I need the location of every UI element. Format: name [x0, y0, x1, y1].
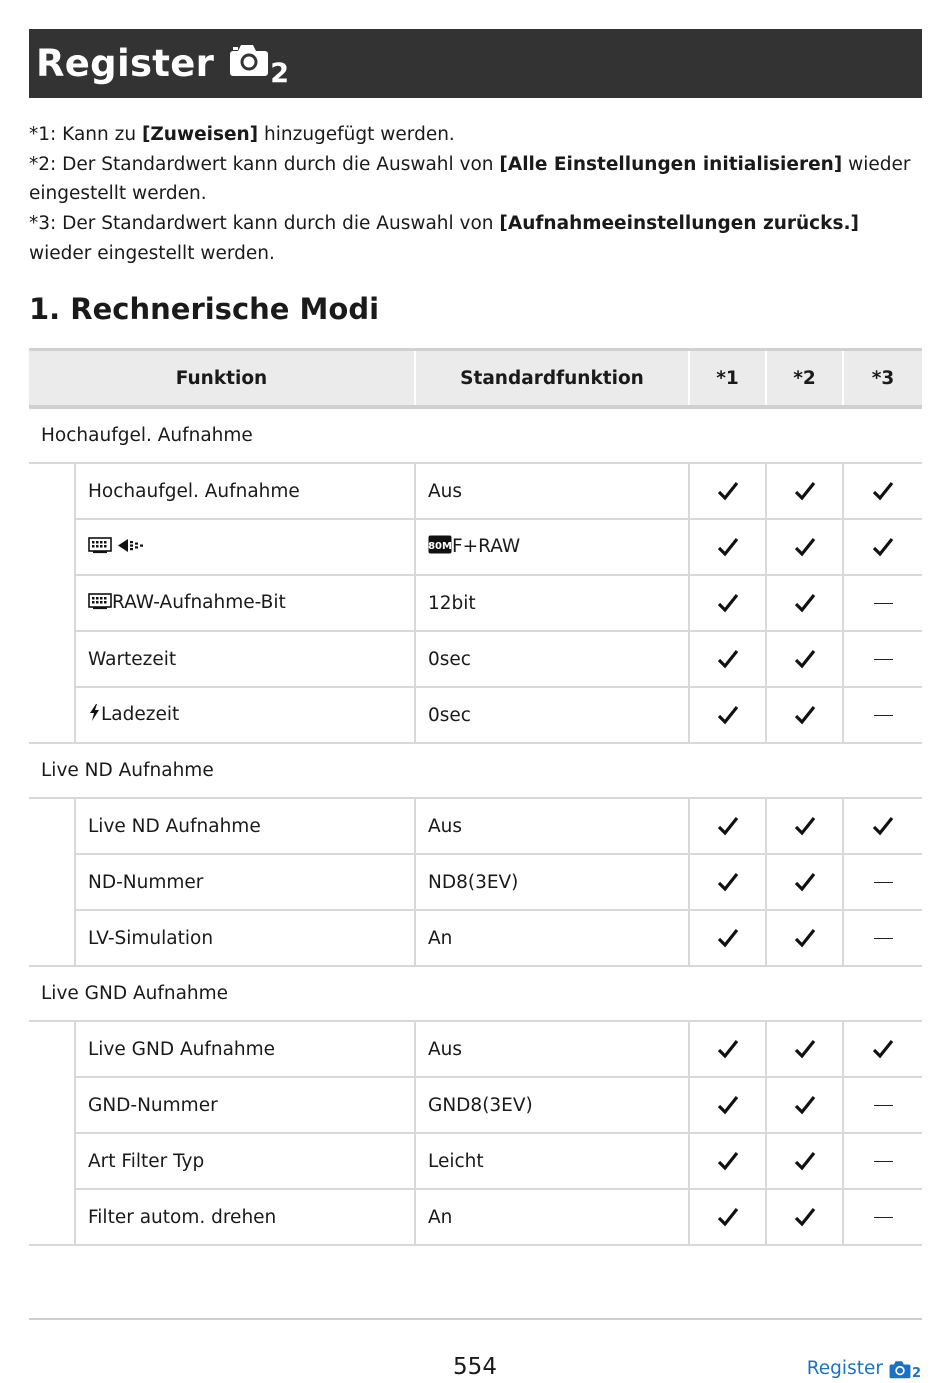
- indent-cell: [29, 687, 75, 743]
- indent-cell: [29, 1133, 75, 1189]
- default-cell: [415, 687, 689, 743]
- default-value: Leicht: [428, 1150, 484, 1172]
- register-link-label[interactable]: Register: [806, 1358, 883, 1379]
- note-1-cell: [689, 463, 766, 519]
- function-name: Art Filter Typ: [88, 1150, 205, 1172]
- checkmark-icon: [690, 1151, 765, 1171]
- checkmark-icon: [767, 537, 842, 557]
- dash-icon: [874, 938, 893, 939]
- function-name: Live ND Aufnahme: [88, 815, 261, 837]
- header-standardfunktion: Standardfunktion: [415, 350, 689, 408]
- table-row: [29, 631, 922, 687]
- checkmark-icon: [767, 928, 842, 948]
- function-name: Ladezeit: [101, 704, 180, 725]
- function-name: ND-Nummer: [88, 871, 204, 893]
- note-1-cell: [689, 575, 766, 631]
- indent-cell: [29, 1077, 75, 1133]
- default-cell: [415, 1021, 689, 1077]
- checkmark-icon: [767, 649, 842, 669]
- note-3-cell: [843, 1021, 922, 1077]
- note-2-cell: [766, 910, 843, 966]
- tab-index: 2: [270, 57, 290, 89]
- section-title: 1. Rechnerische Modi: [29, 292, 380, 326]
- function-name: Hochaufgel. Aufnahme: [88, 480, 300, 502]
- function-name: LV-Simulation: [88, 927, 214, 949]
- table-row: [29, 575, 922, 631]
- checkmark-icon: [690, 593, 765, 613]
- note-3-cell: [843, 1077, 922, 1133]
- note-1-cell: [689, 1133, 766, 1189]
- default-cell: [415, 519, 689, 575]
- checkmark-icon: [690, 1039, 765, 1059]
- note-1-cell: [689, 519, 766, 575]
- footer-divider: [29, 1318, 922, 1320]
- table-row: [29, 798, 922, 854]
- default-cell: [415, 854, 689, 910]
- group-row: [29, 407, 922, 463]
- indent-cell: [29, 854, 75, 910]
- function-cell: [75, 1021, 415, 1077]
- table-body: [29, 407, 922, 1245]
- footnotes: [29, 120, 922, 269]
- camera-icon: [889, 1360, 911, 1379]
- dash-icon: [874, 882, 893, 883]
- header-note-1: *1: [689, 350, 766, 408]
- note-2-cell: [766, 631, 843, 687]
- indent-cell: [29, 1189, 75, 1245]
- default-value: 12bit: [428, 592, 476, 614]
- checkmark-icon: [767, 1039, 842, 1059]
- table-row: [29, 1189, 922, 1245]
- checkmark-icon: [767, 705, 842, 725]
- group-row: [29, 743, 922, 798]
- checkmark-icon: [844, 537, 922, 557]
- note-1-cell: [689, 910, 766, 966]
- checkmark-icon: [690, 481, 765, 501]
- checkmark-icon: [690, 649, 765, 669]
- default-value: ND8(3EV): [428, 871, 519, 893]
- note-3-cell: [843, 1133, 922, 1189]
- note-1-cell: [689, 687, 766, 743]
- note-2-cell: [766, 687, 843, 743]
- hires-grid-icon: [88, 593, 112, 615]
- dash-icon: [874, 603, 893, 604]
- checkmark-icon: [690, 1095, 765, 1115]
- checkmark-icon: [767, 1151, 842, 1171]
- page-title: Register: [36, 42, 215, 85]
- indent-cell: [29, 1021, 75, 1077]
- header-note-2: *2: [766, 350, 843, 408]
- hires-grid-icon: [88, 537, 112, 559]
- function-cell: [75, 1189, 415, 1245]
- table-row: [29, 1077, 922, 1133]
- settings-table: [29, 348, 922, 1246]
- dash-icon: [874, 715, 893, 716]
- note-2-cell: [766, 1189, 843, 1245]
- indent-cell: [29, 463, 75, 519]
- note-1-cell: [689, 854, 766, 910]
- checkmark-icon: [690, 537, 765, 557]
- checkmark-icon: [767, 872, 842, 892]
- footnote-text: *2: Der Standardwert kann durch die Auswahl von: [29, 153, 500, 175]
- note-2-cell: [766, 519, 843, 575]
- table-row: [29, 519, 922, 575]
- default-cell: [415, 910, 689, 966]
- default-cell: [415, 631, 689, 687]
- function-cell: [75, 631, 415, 687]
- function-cell: [75, 1133, 415, 1189]
- checkmark-icon: [690, 816, 765, 836]
- note-3-cell: [843, 687, 922, 743]
- dash-icon: [874, 659, 893, 660]
- note-3-cell: [843, 854, 922, 910]
- footnote-3: [29, 209, 922, 268]
- footnote-text: hinzugefügt werden.: [258, 124, 455, 145]
- footnote-text: wieder eingestellt werden.: [29, 242, 275, 264]
- note-1-cell: [689, 1021, 766, 1077]
- 80m-size-icon: [428, 535, 452, 559]
- page-header: [29, 29, 922, 98]
- indent-cell: [29, 910, 75, 966]
- default-cell: [415, 1189, 689, 1245]
- group-label: Live ND Aufnahme: [29, 743, 922, 798]
- note-2-cell: [766, 798, 843, 854]
- note-1-cell: [689, 1077, 766, 1133]
- function-cell: [75, 854, 415, 910]
- default-value: 0sec: [428, 648, 471, 670]
- group-label: Hochaufgel. Aufnahme: [29, 407, 922, 463]
- default-value: An: [428, 1206, 453, 1228]
- note-3-cell: [843, 463, 922, 519]
- function-cell: [75, 910, 415, 966]
- flash-icon: [88, 703, 101, 727]
- page-number: 554: [453, 1354, 497, 1380]
- function-cell: [75, 687, 415, 743]
- indent-cell: [29, 798, 75, 854]
- function-cell: [75, 798, 415, 854]
- group-row: [29, 966, 922, 1021]
- footnote-1: [29, 120, 922, 150]
- footnote-text: *3: Der Standardwert kann durch die Auswahl von: [29, 213, 500, 235]
- checkmark-icon: [767, 1095, 842, 1115]
- default-value: An: [428, 927, 453, 949]
- table-row: [29, 463, 922, 519]
- function-name: RAW-Aufnahme-Bit: [112, 591, 286, 613]
- indent-cell: [29, 575, 75, 631]
- checkmark-icon: [690, 872, 765, 892]
- header-funktion: Funktion: [29, 350, 415, 408]
- default-value: 0sec: [428, 704, 471, 726]
- function-cell: [75, 1077, 415, 1133]
- note-1-cell: [689, 631, 766, 687]
- camera-icon: [229, 43, 290, 89]
- note-2-cell: [766, 463, 843, 519]
- default-cell: [415, 1077, 689, 1133]
- table-row: [29, 1021, 922, 1077]
- register-link-index: 2: [911, 1366, 921, 1381]
- footnote-bold: [Zuweisen]: [141, 124, 259, 145]
- default-value: Aus: [428, 815, 463, 837]
- default-value: GND8(3EV): [428, 1094, 533, 1116]
- checkmark-icon: [844, 481, 922, 501]
- dash-icon: [874, 1161, 893, 1162]
- group-label: Live GND Aufnahme: [29, 966, 922, 1021]
- note-2-cell: [766, 1021, 843, 1077]
- function-cell: [75, 463, 415, 519]
- checkmark-icon: [767, 1207, 842, 1227]
- header-note-3: *3: [843, 350, 922, 408]
- checkmark-icon: [767, 481, 842, 501]
- function-name: Filter autom. drehen: [88, 1206, 277, 1228]
- footnote-2: [29, 150, 922, 209]
- function-name: Live GND Aufnahme: [88, 1038, 276, 1060]
- indent-cell: [29, 631, 75, 687]
- table-row: [29, 910, 922, 966]
- dash-icon: [874, 1105, 893, 1106]
- note-3-cell: [843, 910, 922, 966]
- svg-text:80M: 80M: [428, 541, 452, 552]
- footnote-text: *1: Kann zu: [29, 124, 142, 145]
- default-value: Aus: [428, 480, 463, 502]
- checkmark-icon: [844, 816, 922, 836]
- note-2-cell: [766, 1133, 843, 1189]
- default-value: F+RAW: [452, 536, 521, 557]
- note-3-cell: [843, 519, 922, 575]
- note-3-cell: [843, 798, 922, 854]
- checkmark-icon: [844, 1039, 922, 1059]
- note-1-cell: [689, 1189, 766, 1245]
- default-cell: [415, 798, 689, 854]
- note-3-cell: [843, 1189, 922, 1245]
- dash-icon: [874, 1217, 893, 1218]
- checkmark-icon: [690, 1207, 765, 1227]
- default-cell: [415, 1133, 689, 1189]
- register-link[interactable]: [807, 1358, 921, 1379]
- table-header-row: [29, 350, 922, 408]
- note-2-cell: [766, 854, 843, 910]
- indent-cell: [29, 519, 75, 575]
- default-cell: [415, 463, 689, 519]
- table-row: [29, 854, 922, 910]
- note-3-cell: [843, 575, 922, 631]
- footnote-bold: [Aufnahmeeinstellungen zurücks.]: [499, 213, 859, 235]
- function-name: Wartezeit: [88, 648, 177, 670]
- footnote-text: wieder eingestellt werden.: [29, 153, 911, 205]
- function-cell: [75, 519, 415, 575]
- default-cell: [415, 575, 689, 631]
- note-3-cell: [843, 631, 922, 687]
- footnote-bold: [Alle Einstellungen initialisieren]: [499, 153, 843, 175]
- checkmark-icon: [767, 593, 842, 613]
- function-cell: [75, 575, 415, 631]
- note-1-cell: [689, 798, 766, 854]
- table-row: [29, 1133, 922, 1189]
- note-2-cell: [766, 575, 843, 631]
- default-value: Aus: [428, 1038, 463, 1060]
- function-name: GND-Nummer: [88, 1094, 218, 1116]
- checkmark-icon: [690, 705, 765, 725]
- note-2-cell: [766, 1077, 843, 1133]
- checkmark-icon: [767, 816, 842, 836]
- table-row: [29, 687, 922, 743]
- checkmark-icon: [690, 928, 765, 948]
- sequential-shooting-icon: [116, 537, 146, 559]
